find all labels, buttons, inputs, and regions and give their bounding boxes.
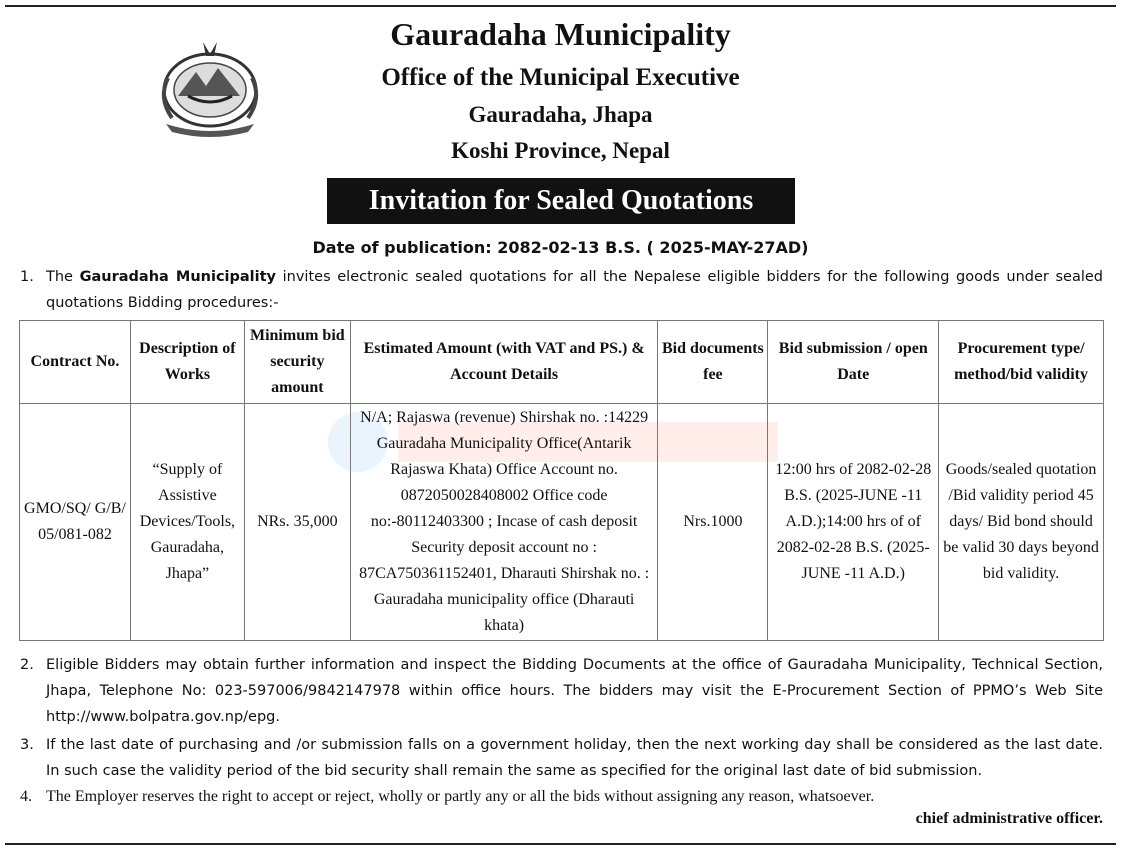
table-header-row [20,321,1104,404]
column-header: Contract No. [20,321,131,404]
municipality-title: Gauradaha Municipality [390,16,731,52]
para1-post: invites electronic sealed quotations for all the Nepalese eligible bidders for the following goods under sealed quotations Bidding procedures:- [46,269,1104,311]
signoff: chief administrative officer. [915,810,1103,827]
column-header: Description of Works [130,321,244,404]
submission-date-cell: 12:00 hrs of 2082-02-28 B.S. (2025-JUNE -11 A.D.);14:00 hrs of of 2082-02-28 B.S. (2025-JUNE -11 A.D.) [768,404,939,641]
para1-bold: Gauradaha Municipality [79,269,276,285]
column-header: Bid submission / open Date [768,321,939,404]
table-row [20,404,1104,641]
paragraph-4 [20,784,1103,810]
paragraph-2 [20,652,1103,730]
paragraph-number: 1. [20,269,34,285]
paragraph-number: 3. [20,737,34,753]
paragraph-text: The Employer reserves the right to accept or reject, wholly or partly any or all the bids without assigning any reason, whatsoever. [46,788,875,805]
province-title: Koshi Province, Nepal [451,138,670,163]
column-header: Bid documents fee [658,321,768,404]
paragraph-3 [20,732,1103,784]
office-title: Office of the Municipal Executive [381,64,740,91]
bid-security-cell: NRs. 35,000 [244,404,350,641]
para1-pre: The [46,269,80,285]
contract-no-cell: GMO/SQ/ G/B/ 05/081-082 [20,404,131,641]
column-header: Procurement type/ method/bid validity [939,321,1104,404]
notice-banner: Invitation for Sealed Quotations [327,178,795,224]
paragraph-1 [20,264,1103,316]
paragraph-text: Eligible Bidders may obtain further information and inspect the Bidding Documents at the office of Gauradaha Municipality, Technical Section, Jhapa, Telephone No: 023-597006/9842147978 within office hours. The bidders may visit the E-Procurement Section of PPMO’s Web Site http://www.bolpatra.gov.np/epg. [46,657,1103,725]
bid-table [19,320,1104,641]
column-header: Estimated Amount (with VAT and PS.) & Account Details [350,321,658,404]
description-cell: “Supply of Assistive Devices/Tools, Gauradaha, Jhapa” [130,404,244,641]
paragraph-number: 2. [20,657,34,673]
city-title: Gauradaha, Jhapa [468,102,653,127]
column-header: Minimum bid security amount [244,321,350,404]
estimated-amount-cell: N/A; Rajaswa (revenue) Shirshak no. :14229 Gauradaha Municipality Office(Antarik Rajaswa Khata) Office Account no. 0872050028408002 Office code no:-80112403300 ; Incase of cash deposit Security deposit account no : 87CA750361152401, Dharauti Shirshak no. : Gauradaha municipality office (Dharauti khata) [350,404,658,641]
paragraph-text: If the last date of purchasing and /or submission falls on a government holiday, then the next working day shall be considered as the last date. In such case the validity period of the bid security shall remain the same as specified for the original last date of bid submission. [46,737,1103,779]
procurement-type-cell: Goods/sealed quotation /Bid validity period 45 days/ Bid bond should be valid 30 days beyond bid validity. [939,404,1104,641]
publication-date: Date of publication: 2082-02-13 B.S. ( 2025-MAY-27AD) [312,238,809,257]
bid-fee-cell: Nrs.1000 [658,404,768,641]
paragraph-number: 4. [20,788,32,805]
